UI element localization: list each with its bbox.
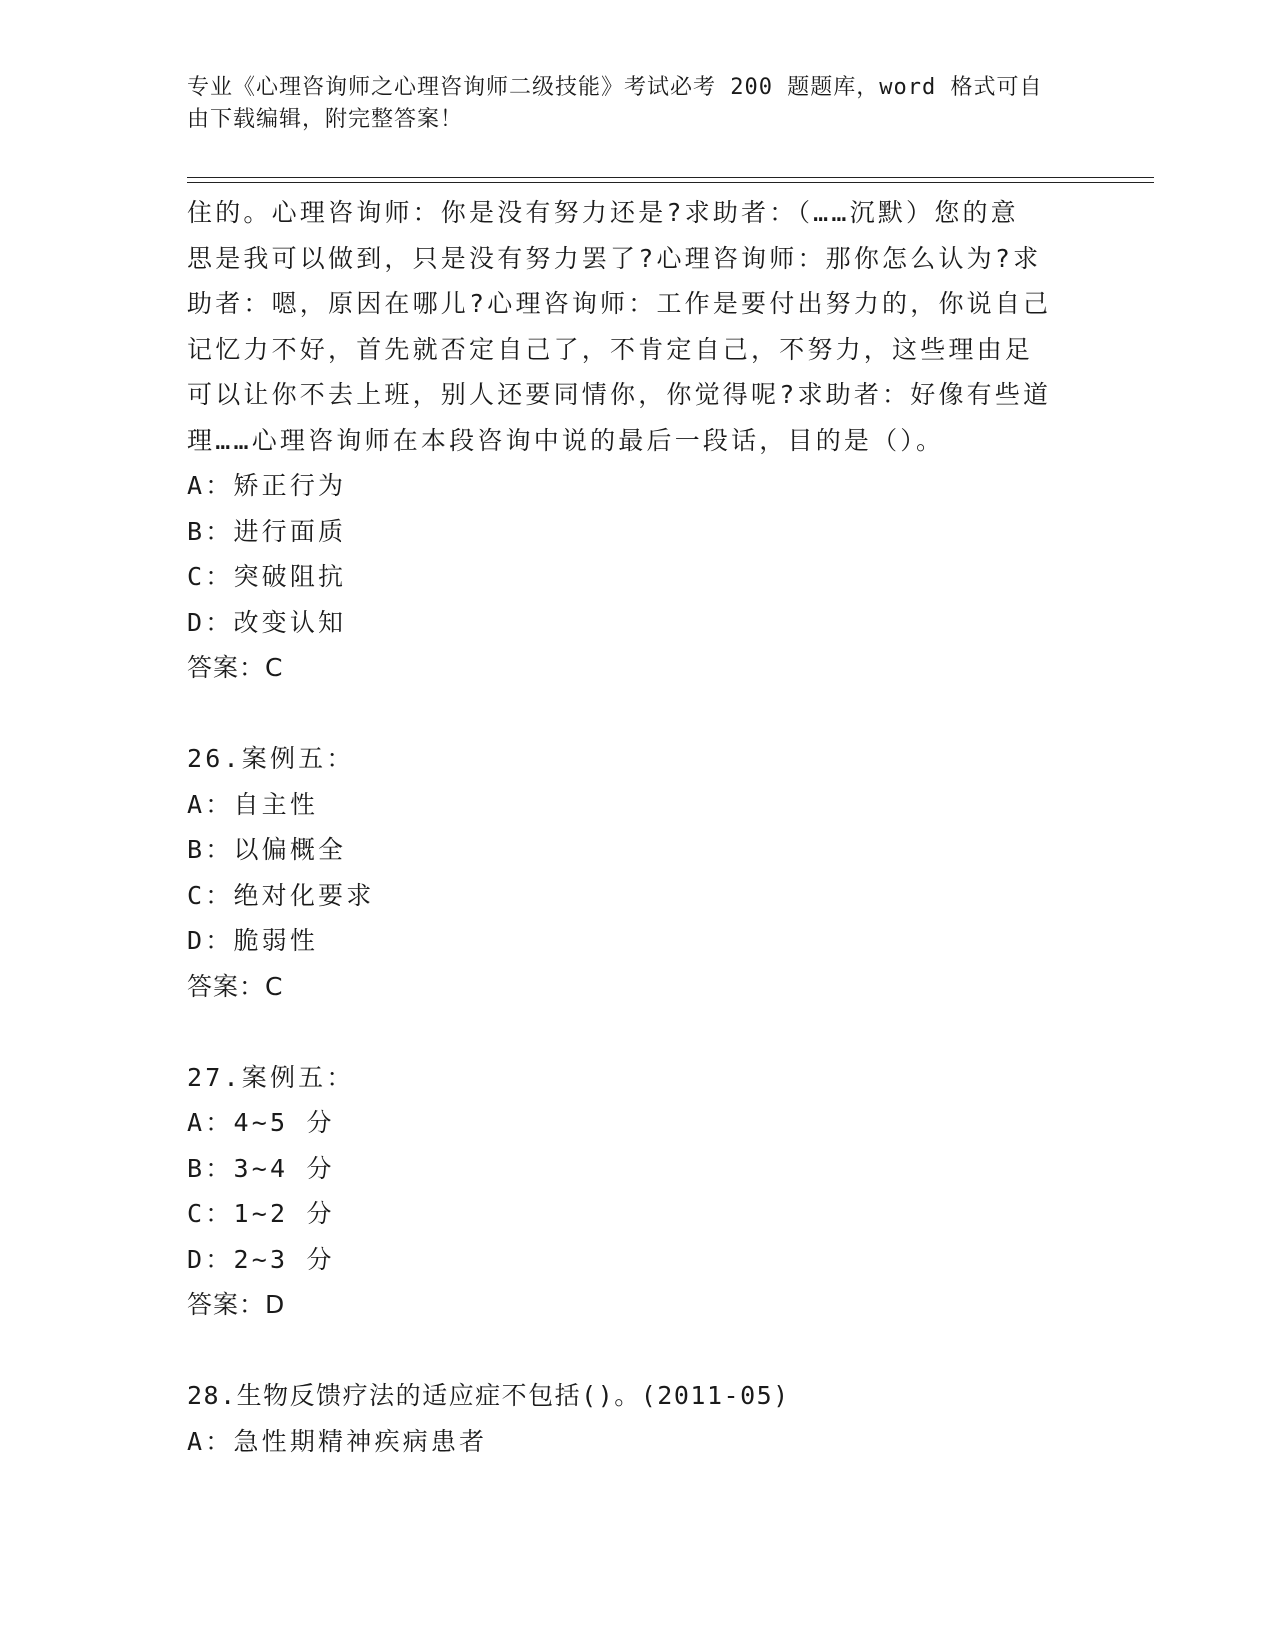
question-28 — [187, 1373, 1067, 1464]
option-c: C：1~2 分 — [187, 1199, 335, 1228]
spacer — [187, 1009, 1067, 1055]
answer-line: 答案：C — [187, 971, 284, 1001]
intro-line-4: 记忆力不好，首先就否定自己了，不肯定自己，不努力，这些理由足 — [187, 334, 1034, 364]
option-b: B：以偏概全 — [187, 835, 347, 864]
answer-line: 答案：D — [187, 1290, 286, 1319]
intro-line-1: 住的。心理咨询师：你是没有努力还是?求助者：（……沉默）您的意 — [187, 198, 1019, 227]
page-header — [187, 72, 1067, 136]
option-d: D：脆弱性 — [187, 926, 319, 955]
intro-line-5: 可以让你不去上班，别人还要同情你，你觉得呢?求助者：好像有些道 — [187, 380, 1052, 409]
question-title: 28.生物反馈疗法的适应症不包括()。(2011-05) — [187, 1381, 790, 1410]
header-line-1: 专业《心理咨询师之心理咨询师二级技能》考试必考 200 题题库，word 格式可自 — [187, 75, 1043, 100]
option-a: A：矫正行为 — [187, 471, 347, 500]
option-b: B：进行面质 — [187, 516, 347, 546]
intro-line-3: 助者：嗯，原因在哪儿?心理咨询师：工作是要付出努力的，你说自己 — [187, 289, 1052, 318]
spacer — [187, 1328, 1067, 1374]
spacer — [187, 691, 1067, 737]
option-d: D：改变认知 — [187, 607, 347, 637]
answer-line: 答案：C — [187, 653, 284, 682]
option-a: A：自主性 — [187, 789, 319, 819]
question-27 — [187, 1055, 1067, 1328]
option-c: C：突破阻抗 — [187, 562, 347, 591]
document-body — [187, 190, 1067, 1464]
question-title: 26.案例五： — [187, 744, 355, 773]
question-title: 27.案例五： — [187, 1062, 355, 1092]
question-25-continuation — [187, 190, 1067, 691]
option-c: C：绝对化要求 — [187, 880, 375, 910]
header-rule-top — [187, 177, 1154, 178]
option-b: B：3~4 分 — [187, 1153, 335, 1183]
question-26 — [187, 736, 1067, 1009]
intro-line-2: 思是我可以做到，只是没有努力罢了?心理咨询师：那你怎么认为?求 — [187, 243, 1042, 273]
intro-line-6: 理……心理咨询师在本段咨询中说的最后一段话，目的是（）。 — [187, 425, 945, 455]
option-a: A：4~5 分 — [187, 1108, 335, 1137]
header-line-2: 由下载编辑，附完整答案！ — [187, 107, 464, 132]
header-rule-bottom — [187, 182, 1154, 183]
option-a: A：急性期精神疾病患者 — [187, 1426, 488, 1456]
option-d: D：2~3 分 — [187, 1244, 335, 1274]
